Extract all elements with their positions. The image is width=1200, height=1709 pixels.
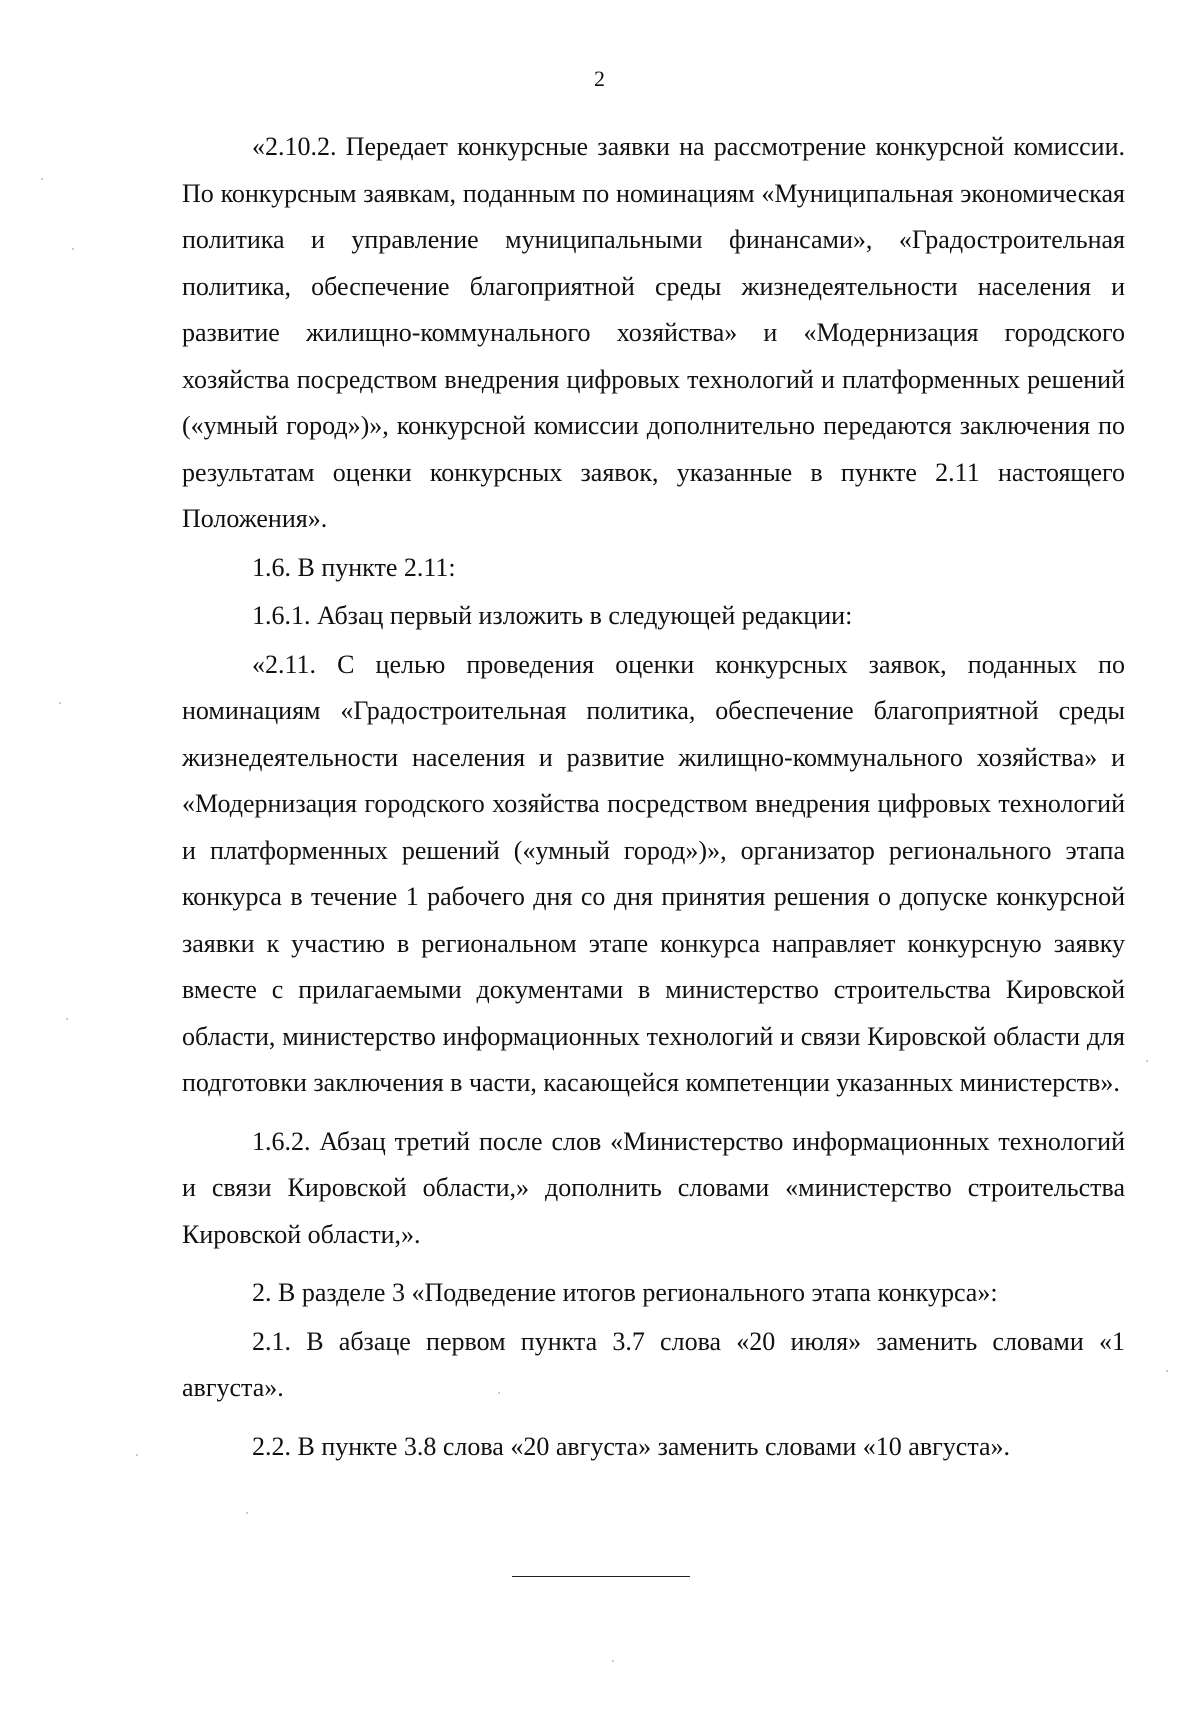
paragraph-2-10-2: «2.10.2. Передает конкурсные заявки на рассмотрение конкурсной комиссии. По конкурсным заявкам, поданным по номинациям «Муниципальная экономическая политика и управление муниципальными финансами», «Градостроительная политика, обеспечение благоприятной среды жизнедеятельности населения и развитие жилищно-коммунального хозяйства» и «Модернизация городского хозяйства посредством внедрения цифровых технологий и платформенных решений («умный город»)», конкурсной комиссии дополнительно передаются заключения по результатам оценки конкурсных заявок, указанные в пункте 2.11 настоящего Положения».: [182, 132, 1125, 533]
scan-speck: [66, 1018, 68, 1020]
paragraph-1-6-1: 1.6.1. Абзац первый изложить в следующей редакции:: [252, 601, 853, 630]
paragraph-2-1: 2.1. В абзаце первом пункта 3.7 слова «20 июля» заменить словами «1 августа».: [182, 1326, 1125, 1402]
paragraph-2-11: «2.11. С целью проведения оценки конкурсных заявок, поданных по номинациям «Градостроительная политика, обеспечение благоприятной среды жизнедеятельности населения и развитие жилищно-коммунального хозяйства» и «Модернизация городского хозяйства посредством внедрения цифровых технологий и платформенных решений («умный город»)», организатор регионального этапа конкурса в течение 1 рабочего дня со дня принятия решения о допуске конкурсной заявки к участию в региональном этапе конкурса направляет конкурсную заявку вместе с прилагаемыми документами в министерство строительства Кировской области, министерство информационных технологий и связи Кировской области для подготовки заключения в части, касающейся компетенции указанных министерств».: [182, 649, 1125, 1097]
scan-speck: [41, 178, 43, 180]
scan-speck: [72, 248, 74, 250]
paragraph-1-6-2: 1.6.2. Абзац третий после слов «Министерство информационных технологий и связи Кировской области,» дополнить словами «министерство строительства Кировской области,».: [182, 1126, 1125, 1249]
scan-speck: [1166, 1370, 1168, 1372]
page-number: 2: [594, 66, 606, 91]
scan-speck: [59, 702, 61, 704]
paragraph-2-2: 2.2. В пункте 3.8 слова «20 августа» заменить словами «10 августа».: [252, 1431, 1011, 1461]
closing-divider-line: [512, 1576, 690, 1577]
scan-speck: [498, 1392, 500, 1394]
scan-speck: [246, 1512, 248, 1514]
document-body: [182, 124, 1125, 1470]
scan-speck: [612, 1660, 614, 1662]
scan-speck: [1146, 1060, 1148, 1062]
paragraph-1-6: 1.6. В пункте 2.11:: [252, 552, 456, 582]
paragraph-2: 2. В разделе 3 «Подведение итогов регионального этапа конкурса»:: [252, 1278, 998, 1307]
scan-speck: [136, 1454, 138, 1456]
